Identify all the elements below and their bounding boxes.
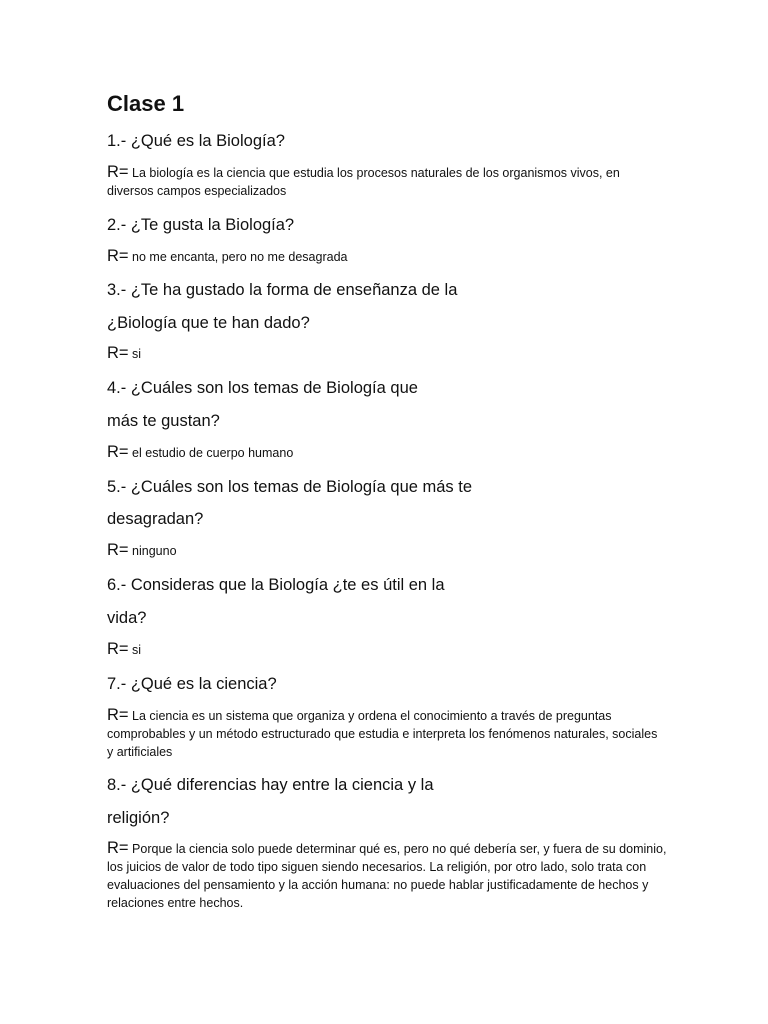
question-6-line-1: 6.- Consideras que la Biología ¿te es útil en la xyxy=(107,576,445,594)
answer-1 xyxy=(107,163,667,200)
answer-1-text: La biología es la ciencia que estudia los procesos naturales de los organismos vivos, en diversos campos especializados xyxy=(107,166,620,198)
question-3-line-2: ¿Biología que te han dado? xyxy=(107,314,310,332)
answer-3-text: si xyxy=(132,347,142,361)
answer-7-text: La ciencia es un sistema que organiza y ordena el conocimiento a través de preguntas comprobables y un método estructurado que estudia e interpreta los fenómenos naturales, sociales y artificiales xyxy=(107,709,658,759)
answer-prefix: R= xyxy=(107,163,129,181)
answer-prefix: R= xyxy=(107,839,129,857)
question-5-line-1: 5.- ¿Cuáles son los temas de Biología que más te xyxy=(107,478,473,496)
answer-prefix: R= xyxy=(107,443,129,461)
question-1-line-1: 1.- ¿Qué es la Biología? xyxy=(107,132,285,150)
question-6-line-2: vida? xyxy=(107,609,147,627)
answer-3 xyxy=(107,344,667,363)
question-7-line-1: 7.- ¿Qué es la ciencia? xyxy=(107,675,277,693)
answer-4 xyxy=(107,443,667,462)
answer-prefix: R= xyxy=(107,344,129,362)
answer-8 xyxy=(107,839,667,912)
question-3-line-1: 3.- ¿Te ha gustado la forma de enseñanza de la xyxy=(107,281,458,299)
answer-prefix: R= xyxy=(107,706,129,724)
answer-7 xyxy=(107,706,667,761)
question-2-line-1: 2.- ¿Te gusta la Biología? xyxy=(107,216,295,234)
question-5-line-2: desagradan? xyxy=(107,510,204,528)
answer-6-text: si xyxy=(132,643,142,657)
answer-8-text: Porque la ciencia solo puede determinar qué es, pero no qué debería ser, y fuera de su dominio, los juicios de valor de todo tipo siguen siendo necesarios. La religión, por otro lado, solo trata con evaluaciones del pensamiento y la acción humana: no puede hablar justificadamente de hechos y relaciones entre hechos. xyxy=(107,842,667,910)
answer-2 xyxy=(107,247,667,266)
answer-4-text: el estudio de cuerpo humano xyxy=(132,446,294,460)
answer-6 xyxy=(107,640,667,659)
answer-5 xyxy=(107,541,667,560)
question-4-line-1: 4.- ¿Cuáles son los temas de Biología que xyxy=(107,379,418,397)
question-8-line-2: religión? xyxy=(107,809,170,827)
answer-5-text: ninguno xyxy=(132,544,177,558)
question-8-line-1: 8.- ¿Qué diferencias hay entre la ciencia y la xyxy=(107,776,434,794)
page-title: Clase 1 xyxy=(107,91,185,116)
answer-prefix: R= xyxy=(107,541,129,559)
answer-2-text: no me encanta, pero no me desagrada xyxy=(132,250,348,264)
answer-prefix: R= xyxy=(107,247,129,265)
answer-prefix: R= xyxy=(107,640,129,658)
question-4-line-2: más te gustan? xyxy=(107,412,220,430)
